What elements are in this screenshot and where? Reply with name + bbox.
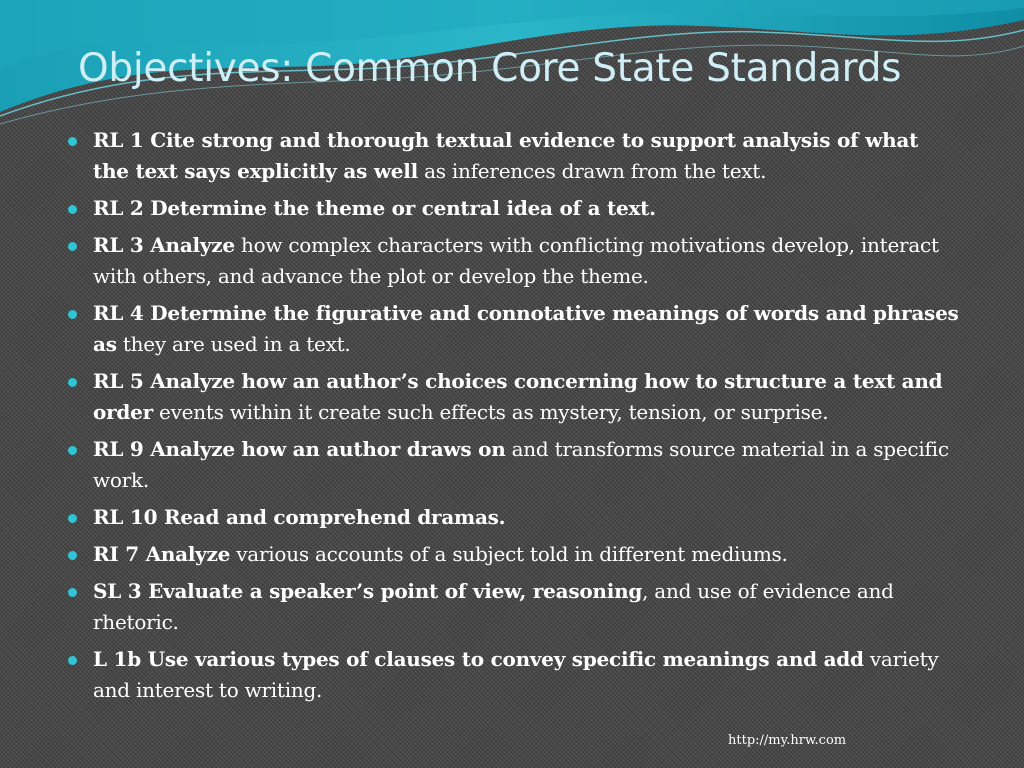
objective-item (60, 230, 960, 292)
objective-item (60, 644, 960, 706)
objective-bold-text: RI 7 Analyze (93, 542, 231, 566)
bullet-dot-icon (68, 310, 77, 319)
objective-bold-text: RL 3 Analyze (93, 233, 235, 257)
bullet-dot-icon (68, 446, 77, 455)
objective-item (60, 576, 960, 638)
objective-bold-text: RL 10 Read and comprehend dramas. (93, 505, 506, 529)
bullet-dot-icon (68, 205, 77, 214)
objective-item (60, 125, 960, 187)
objective-text: how complex characters with conflicting motivations develop, interact with others, and advance the plot or develop the theme. (93, 233, 939, 288)
objective-bold-text: RL 5 Analyze how an author’s choices concerning how to structure a text and order (93, 369, 943, 424)
bullet-dot-icon (68, 137, 77, 146)
slide-title: Objectives: Common Core State Standards (78, 46, 902, 91)
footer-url: http://my.hrw.com (728, 733, 847, 748)
objective-text: they are used in a text. (116, 332, 351, 356)
objective-text: variety and interest to writing. (93, 647, 939, 702)
objective-bold-text: RL 9 Analyze how an author draws on (93, 437, 506, 461)
objective-item (60, 298, 960, 360)
objective-bold-text: RL 1 Cite strong and thorough textual evidence to support analysis of what the text says explicitly as well (93, 128, 919, 183)
objectives-list (60, 125, 960, 712)
objective-bold-text: RL 4 Determine the figurative and connotative meanings of words and phrases as (93, 301, 959, 356)
objective-item (60, 434, 960, 496)
bullet-dot-icon (68, 514, 77, 523)
bullet-dot-icon (68, 551, 77, 560)
objective-item (60, 502, 960, 533)
objective-item (60, 366, 960, 428)
objective-bold-text: RL 2 Determine the theme or central idea of a text. (93, 196, 656, 220)
objective-text: events within it create such effects as mystery, tension, or surprise. (152, 400, 829, 424)
objective-bold-text: L 1b Use various types of clauses to convey specific meanings and add (93, 647, 864, 671)
objective-item (60, 539, 960, 570)
bullet-dot-icon (68, 378, 77, 387)
bullet-dot-icon (68, 242, 77, 251)
bullet-dot-icon (68, 656, 77, 665)
objective-text: various accounts of a subject told in different mediums. (230, 542, 788, 566)
bullet-dot-icon (68, 588, 77, 597)
objective-bold-text: SL 3 Evaluate a speaker’s point of view, reasoning (93, 579, 643, 603)
objective-item (60, 193, 960, 224)
objective-text: as inferences drawn from the text. (417, 159, 767, 183)
objective-text: , and use of evidence and rhetoric. (93, 579, 894, 634)
objective-text: and transforms source material in a specific work. (93, 437, 949, 492)
